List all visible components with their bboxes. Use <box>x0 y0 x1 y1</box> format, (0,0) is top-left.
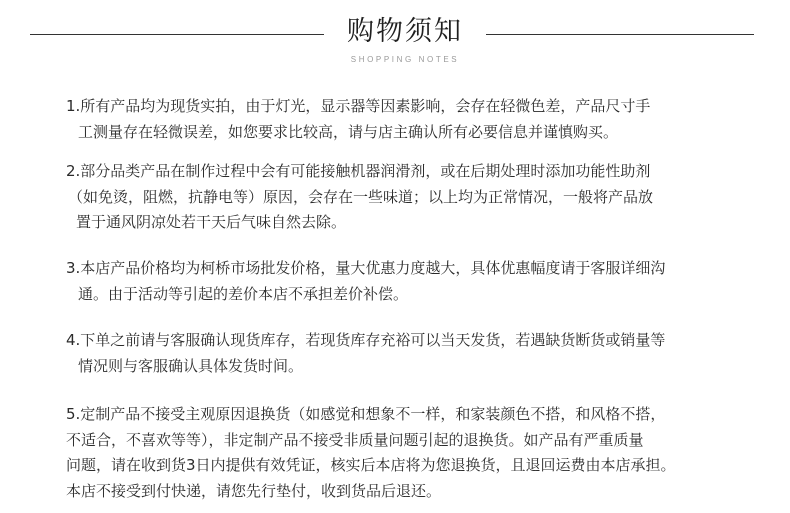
note-5-line-2: 不适合，不喜欢等等），非定制产品不接受非质量问题引起的退换货。如产品有严重质量 <box>66 430 644 449</box>
note-item-3 <box>66 256 726 307</box>
note-4-line-1: 4.下单之前请与客服确认现货库存，若现货库存充裕可以当天发货，若遇缺货断货或销量等 <box>66 331 666 349</box>
note-5-line-3: 问题，请在收到货3日内提供有效凭证，核实后本店将为您退换货，且退回运费由本店承担。 <box>66 456 676 475</box>
note-5-line-1: 5.定制产品不接受主观原因退换货（如感觉和想象不一样，和家装颜色不搭，和风格不搭， <box>66 405 666 423</box>
note-2-line-2: （如免烫，阻燃，抗静电等）原因，会存在一些味道；以上均为正常情况，一般将产品放 <box>68 187 654 206</box>
note-3-line-1: 3.本店产品价格均为柯桥市场批发价格，量大优惠力度越大，具体优惠幅度请于客服详细沟 <box>66 259 666 277</box>
note-5-line-4: 本店不接受到付快递，请您先行垫付，收到货品后退还。 <box>66 481 442 500</box>
notes-header <box>0 0 790 80</box>
note-3-line-2: 通。由于活动等引起的差价本店不承担差价补偿。 <box>78 284 409 303</box>
note-4-line-2: 情况则与客服确认具体发货时间。 <box>78 356 304 375</box>
note-item-1 <box>66 94 726 145</box>
header-divider-left <box>30 34 324 35</box>
page-subtitle: SHOPPING NOTES <box>350 55 460 64</box>
header-divider-right <box>486 34 754 35</box>
note-item-4 <box>66 328 726 379</box>
note-2-line-1: 2.部分品类产品在制作过程中会有可能接触机器润滑剂，或在后期处理时添加功能性助剂 <box>66 162 651 180</box>
note-item-2 <box>66 159 726 236</box>
note-item-5 <box>66 402 726 504</box>
note-1-line-2: 工测量存在轻微误差，如您要求比较高，请与店主确认所有必要信息并谨慎购买。 <box>78 122 619 141</box>
note-2-line-3: 置于通风阴凉处若干天后气味自然去除。 <box>76 213 347 232</box>
note-1-line-1: 1.所有产品均为现货实拍，由于灯光，显示器等因素影响，会存在轻微色差，产品尺寸手 <box>66 97 651 115</box>
page-title: 购物须知 <box>347 16 463 47</box>
